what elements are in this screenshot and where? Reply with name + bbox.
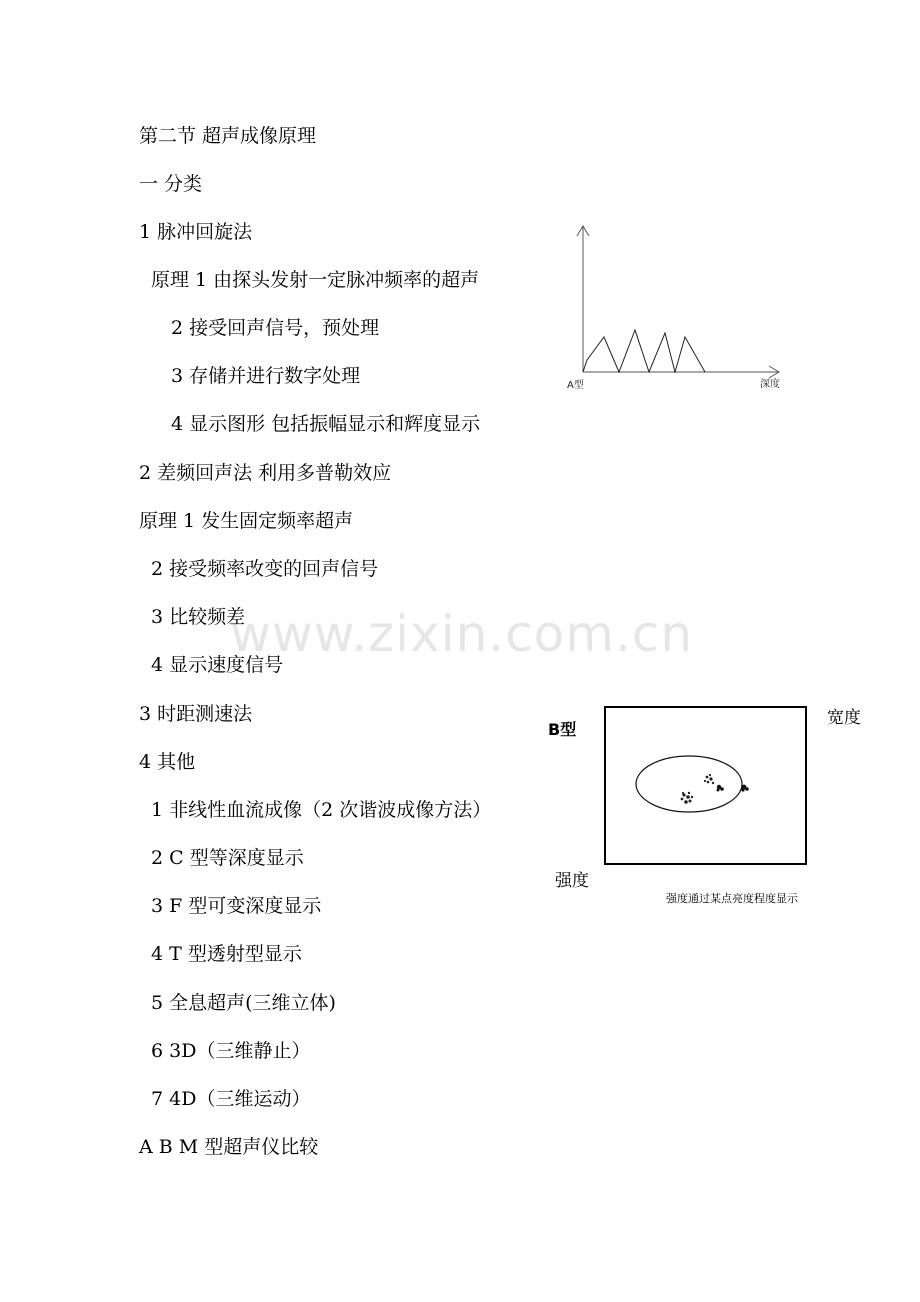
watermark: www.zixin.com.cn — [230, 605, 694, 663]
item-pulse-echo: 1 脉冲回旋法 — [139, 221, 253, 243]
width-label: 宽度 — [827, 708, 861, 728]
heading-classification: 一 分类 — [139, 173, 203, 195]
doppler-principle-4: 4 显示速度信号 — [151, 654, 284, 676]
principle-4: 4 显示图形 包括振幅显示和辉度显示 — [171, 413, 481, 435]
intensity-label: 强度 — [555, 871, 589, 891]
section-title: 第二节 超声成像原理 — [139, 125, 317, 147]
organ-outline — [636, 756, 742, 812]
a-mode-label: A型 — [567, 380, 584, 391]
other-5: 5 全息超声(三维立体) — [151, 992, 336, 1014]
other-3: 3 F 型可变深度显示 — [151, 895, 322, 917]
other-4: 4 T 型透射型显示 — [151, 943, 302, 965]
item-doppler: 2 差频回声法 利用多普勒效应 — [139, 462, 392, 484]
doppler-principle-2: 2 接受频率改变的回声信号 — [151, 558, 379, 580]
a-mode-diagram — [555, 220, 795, 405]
b-mode-frame — [605, 707, 806, 864]
echo-speckle-cluster-1 — [681, 792, 694, 804]
other-2: 2 C 型等深度显示 — [151, 847, 304, 869]
depth-label: 深度 — [760, 379, 780, 390]
item-other: 4 其他 — [139, 751, 196, 773]
b-mode-diagram — [604, 705, 808, 867]
comparison-heading: A B M 型超声仪比较 — [139, 1136, 319, 1158]
b-mode-caption: 强度通过某点亮度程度显示 — [666, 892, 798, 905]
echo-peaks — [583, 330, 705, 372]
echo-speckle-cluster-2 — [704, 774, 714, 784]
other-1: 1 非线性血流成像（2 次谐波成像方法） — [151, 799, 492, 821]
echo-speckle-cluster-4 — [741, 785, 748, 792]
principle-1: 原理 1 由探头发射一定脉冲频率的超声 — [151, 269, 480, 291]
other-7: 7 4D（三维运动） — [151, 1088, 311, 1110]
echo-speckle-cluster-3 — [717, 785, 724, 792]
item-time-distance: 3 时距测速法 — [139, 703, 253, 725]
principle-2: 2 接受回声信号，预处理 — [171, 317, 380, 339]
other-6: 6 3D（三维静止） — [151, 1040, 311, 1062]
b-mode-label: B型 — [548, 720, 577, 739]
doppler-principle-1: 原理 1 发生固定频率超声 — [139, 510, 354, 532]
doppler-principle-3: 3 比较频差 — [151, 606, 246, 628]
principle-3: 3 存储并进行数字处理 — [171, 365, 361, 387]
